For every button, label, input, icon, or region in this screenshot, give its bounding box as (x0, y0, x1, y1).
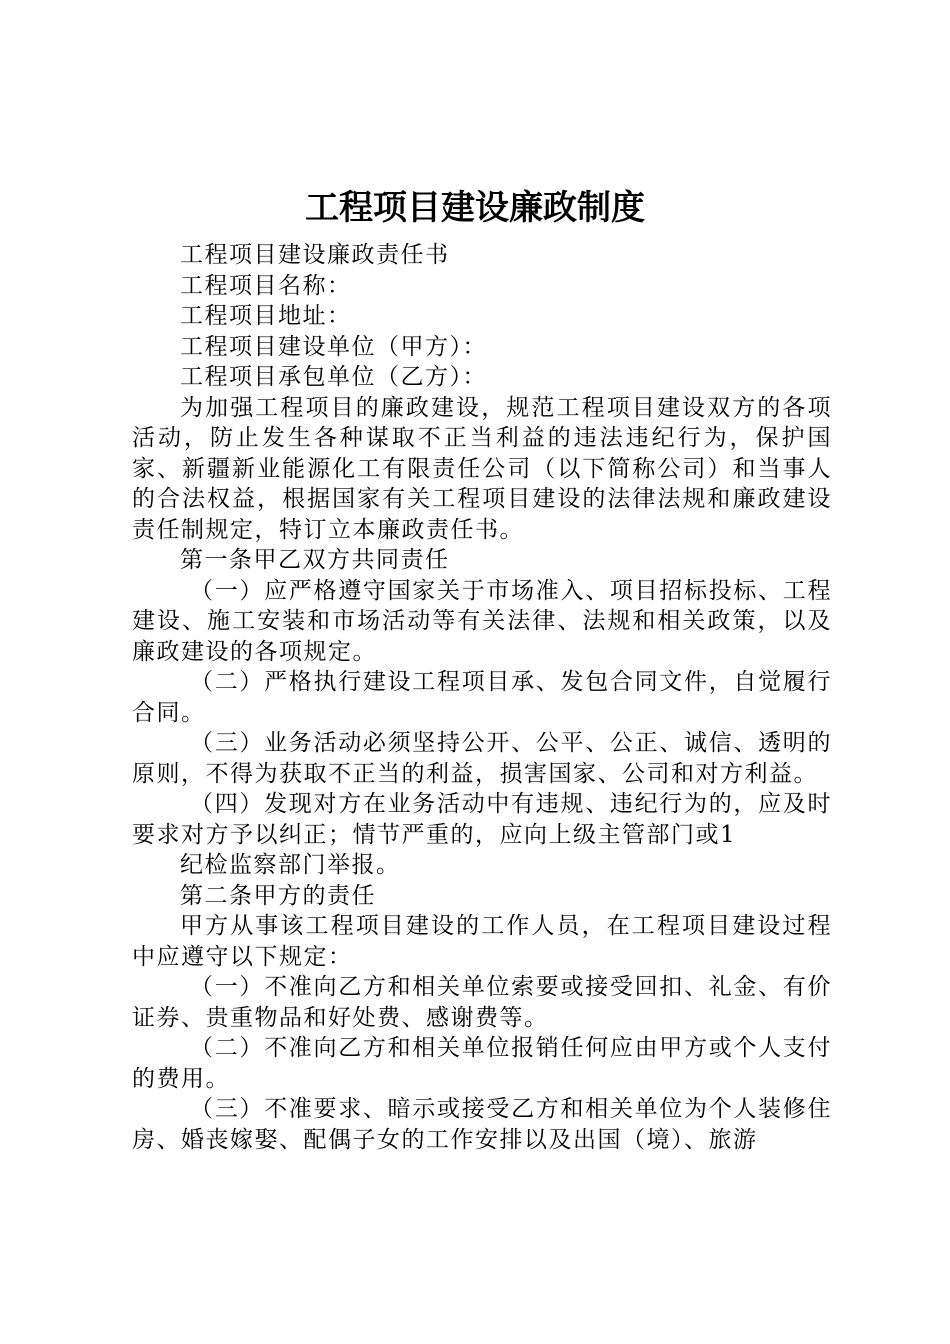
paragraph-party-b: 工程项目承包单位（乙方）： (180, 364, 487, 390)
paragraph-article-1-item-3: （三）业务活动必须坚持公开、公平、公正、诚信、透明的原则，不得为获取不正当的利益，损害国家、公司和对方利益。 (132, 730, 832, 787)
paragraph-article-2-intro: 甲方从事该工程项目建设的工作人员，在工程项目建设过程中应遵守以下规定： (132, 913, 832, 970)
paragraph-article-1-item-2: （二）严格执行建设工程项目承、发包合同文件，自觉履行合同。 (132, 669, 832, 726)
document-title: 工程项目建设廉政制度 (305, 188, 645, 228)
paragraph-article-2-item-2: （二）不准向乙方和相关单位报销任何应由甲方或个人支付的费用。 (132, 1035, 832, 1092)
paragraph-article-1-item-4: （四）发现对方在业务活动中有违规、违纪行为的，应及时要求对方予以纠正；情节严重的，应向上级主管部门或1 (132, 791, 832, 848)
paragraph-subtitle: 工程项目建设廉政责任书 (180, 242, 450, 268)
paragraph-project-name: 工程项目名称： (180, 272, 352, 299)
paragraph-article-2-heading: 第二条甲方的责任 (180, 882, 376, 909)
paragraph-project-address: 工程项目地址： (180, 303, 352, 329)
paragraph-article-2-item-1: （一）不准向乙方和相关单位索要或接受回扣、礼金、有价证券、贵重物品和好处费、感谢费等。 (132, 974, 832, 1031)
document-body (132, 240, 832, 1155)
paragraph-article-1-item-4-cont: 纪检监察部门举报。 (180, 852, 401, 878)
paragraph-preamble: 为加强工程项目的廉政建设，规范工程项目建设双方的各项活动，防止发生各种谋取不正当利益的违法违纪行为，保护国家、新疆新业能源化工有限责任公司（以下简称公司）和当事人的合法权益，根据国家有关工程项目建设的法律法规和廉政建设责任制规定，特订立本廉政责任书。 (132, 394, 832, 543)
paragraph-article-1-item-1: （一）应严格遵守国家关于市场准入、项目招标投标、工程建设、施工安装和市场活动等有关法律、法规和相关政策，以及廉政建设的各项规定。 (132, 577, 832, 665)
paragraph-article-1-heading: 第一条甲乙双方共同责任 (180, 547, 450, 573)
paragraph-article-2-item-3: （三）不准要求、暗示或接受乙方和相关单位为个人装修住房、婚丧嫁娶、配偶子女的工作安排以及出国（境）、旅游 (132, 1096, 832, 1153)
paragraph-party-a: 工程项目建设单位（甲方）： (180, 333, 487, 360)
